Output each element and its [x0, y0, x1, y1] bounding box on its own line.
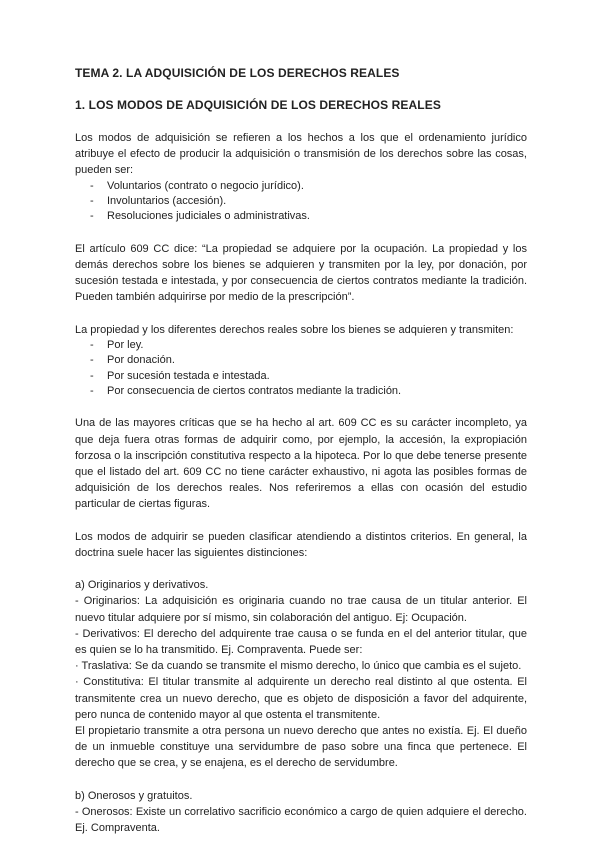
list-item: - Por sucesión testada e intestada. [75, 369, 527, 384]
constitutiva-paragraph: · Constitutiva: El titular transmite al adquirente un derecho real distinto al que ostenta. El transmitente crea un nuevo derecho, que es objeto de disposición a favor del adquirente, pero nunca de contenido mayor al que ostenta el transmitente. [75, 676, 527, 721]
section-a-heading: a) Originarios y derivativos. [75, 579, 209, 592]
critique-paragraph: Una de las mayores críticas que se ha hecho al art. 609 CC es su carácter incompleto, ya que deja fuera otras formas de adquirir como, por ejemplo, la accesión, la expropiación forzosa o la inscripción constitutiva respecto a la hipoteca. Por lo que debe tenerse presente que el listado del art. 609 CC no tiene carácter exhaustivo, ni agota las posibles formas de adquisición de los derechos reales. Nos referiremos a ellas con ocasión del estudio particular de ciertas figuras. [75, 417, 527, 511]
transmit-intro-paragraph: La propiedad y los diferentes derechos reales sobre los bienes se adquieren y transmiten: [75, 323, 514, 336]
transmit-list [75, 338, 527, 400]
example-paragraph: El propietario transmite a otra persona un nuevo derecho que antes no existía. Ej. El dueño de un inmueble constituye una servidumbre de paso sobre una finca que pertenece. El derecho que se crea, y se enajena, es el derecho de servidumbre. [75, 724, 527, 770]
document-page [75, 66, 527, 836]
section-b-heading: b) Onerosos y gratuitos. [75, 789, 193, 802]
list-item: - Por consecuencia de ciertos contratos mediante la tradición. [75, 384, 527, 399]
list-item: - Por ley. [75, 338, 527, 353]
list-item: - Involuntarios (accesión). [75, 194, 527, 209]
list-item: - Resoluciones judiciales o administrativas. [75, 209, 527, 224]
section-heading: 1. LOS MODOS DE ADQUISICIÓN DE LOS DERECHOS REALES [75, 98, 441, 112]
traslativa-paragraph: · Traslativa: Se da cuando se transmite el mismo derecho, lo único que cambia es el sujeto. [75, 660, 522, 673]
classification-paragraph: Los modos de adquirir se pueden clasificar atendiendo a distintos criterios. En general, la doctrina suele hacer las siguientes distinciones: [75, 530, 527, 559]
intro-paragraph: Los modos de adquisición se refieren a los hechos a los que el ordenamiento jurídico atribuye el efecto de producir la adquisición o transmisión de los derechos sobre las cosas, pueden ser: [75, 132, 527, 177]
originarios-paragraph: - Originarios: La adquisición es originaria cuando no trae causa de un titular anterior. El nuevo titular adquiere por sí mismo, sin colaboración del antiguo. Ej: Ocupación. [75, 595, 527, 624]
article-609-paragraph: El artículo 609 CC dice: “La propiedad se adquiere por la ocupación. La propiedad y los demás derechos sobre los bienes se adquieren y transmiten por la ley, por donación, por sucesión testada e intestada, y por consecuencia de ciertos contratos mediante la tradición. Pueden también adquirirse por medio de la prescripción”. [75, 242, 527, 304]
document-title: TEMA 2. LA ADQUISICIÓN DE LOS DERECHOS REALES [75, 66, 400, 80]
derivativos-paragraph: - Derivativos: El derecho del adquirente trae causa o se funda en el del anterior titular, que es quien se lo ha transmitido. Ej. Compraventa. Puede ser: [75, 627, 527, 656]
intro-list [75, 179, 527, 225]
list-item: - Voluntarios (contrato o negocio jurídico). [75, 179, 527, 194]
onerosos-paragraph: - Onerosos: Existe un correlativo sacrificio económico a cargo de quien adquiere el derecho. Ej. Compraventa. [75, 805, 527, 834]
list-item: - Por donación. [75, 353, 527, 368]
